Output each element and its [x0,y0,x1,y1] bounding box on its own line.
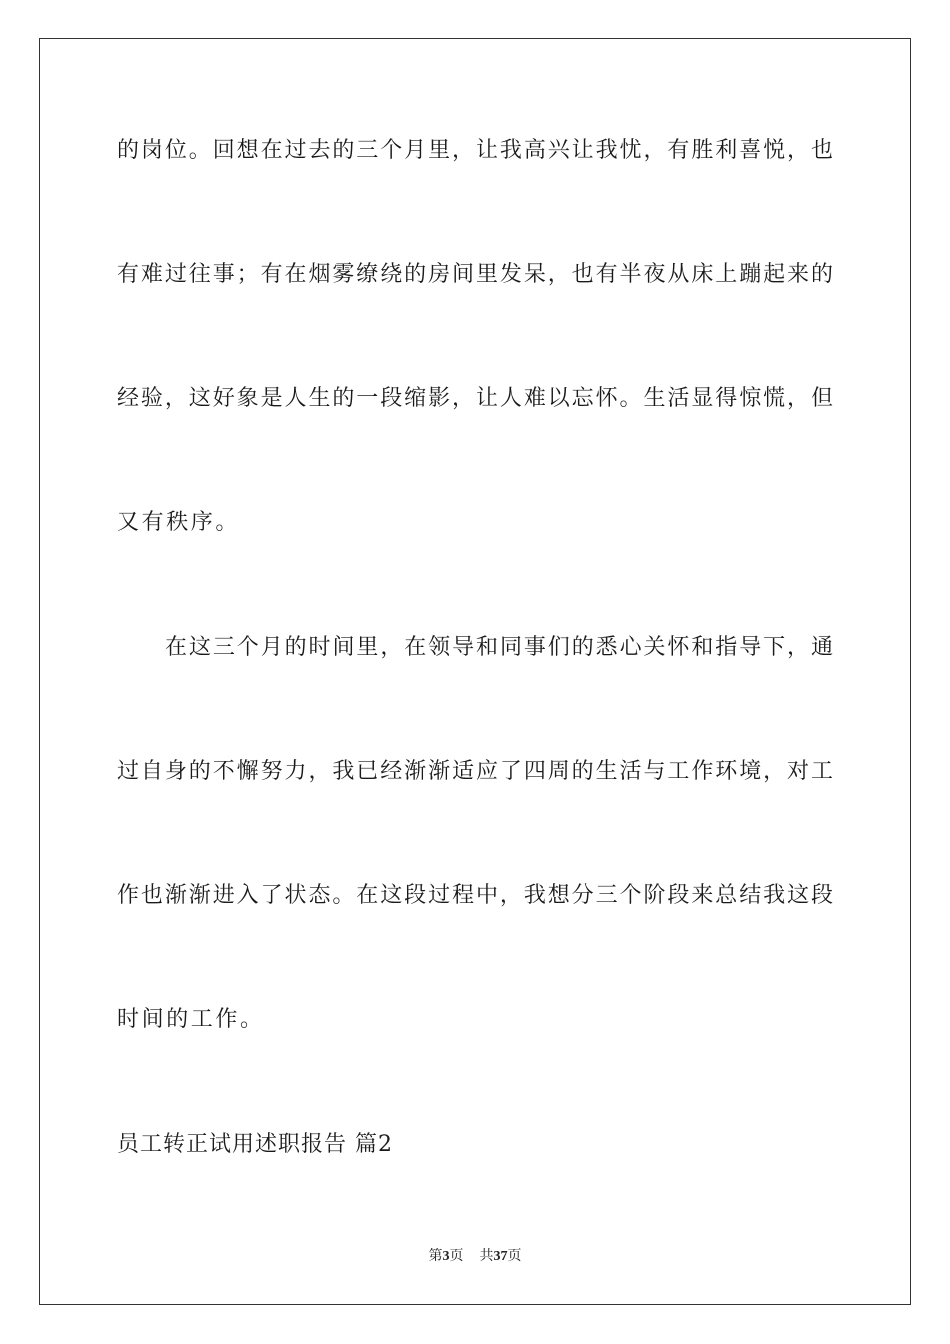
body-line-7: 作也渐渐进入了状态。在这段过程中，我想分三个阶段来总结我这段 [117,883,833,908]
page-footer [0,1248,950,1266]
page-suffix: 页 [449,1249,464,1264]
page-number: 3 [442,1249,450,1264]
body-line-6: 过自身的不懈努力，我已经渐渐适应了四周的生活与工作环境，对工 [117,759,833,784]
body-line-1: 的岗位。回想在过去的三个月里，让我高兴让我忧，有胜利喜悦，也 [117,138,833,163]
total-suffix: 页 [507,1249,522,1264]
page-border [39,38,911,1305]
section-heading: 员工转正试用述职报告 篇2 [117,1132,393,1157]
body-line-2: 有难过往事；有在烟雾缭绕的房间里发呆，也有半夜从床上蹦起来的 [117,262,833,287]
page-prefix: 第 [428,1249,443,1264]
body-line-8: 时间的工作。 [117,1007,265,1032]
total-pages: 37 [493,1249,508,1264]
total-prefix: 共 [479,1249,494,1264]
body-line-3: 经验，这好象是人生的一段缩影，让人难以忘怀。生活显得惊慌，但 [117,386,833,411]
body-line-5: 在这三个月的时间里，在领导和同事们的悉心关怀和指导下，通 [165,635,833,660]
body-line-4: 又有秩序。 [117,510,241,535]
